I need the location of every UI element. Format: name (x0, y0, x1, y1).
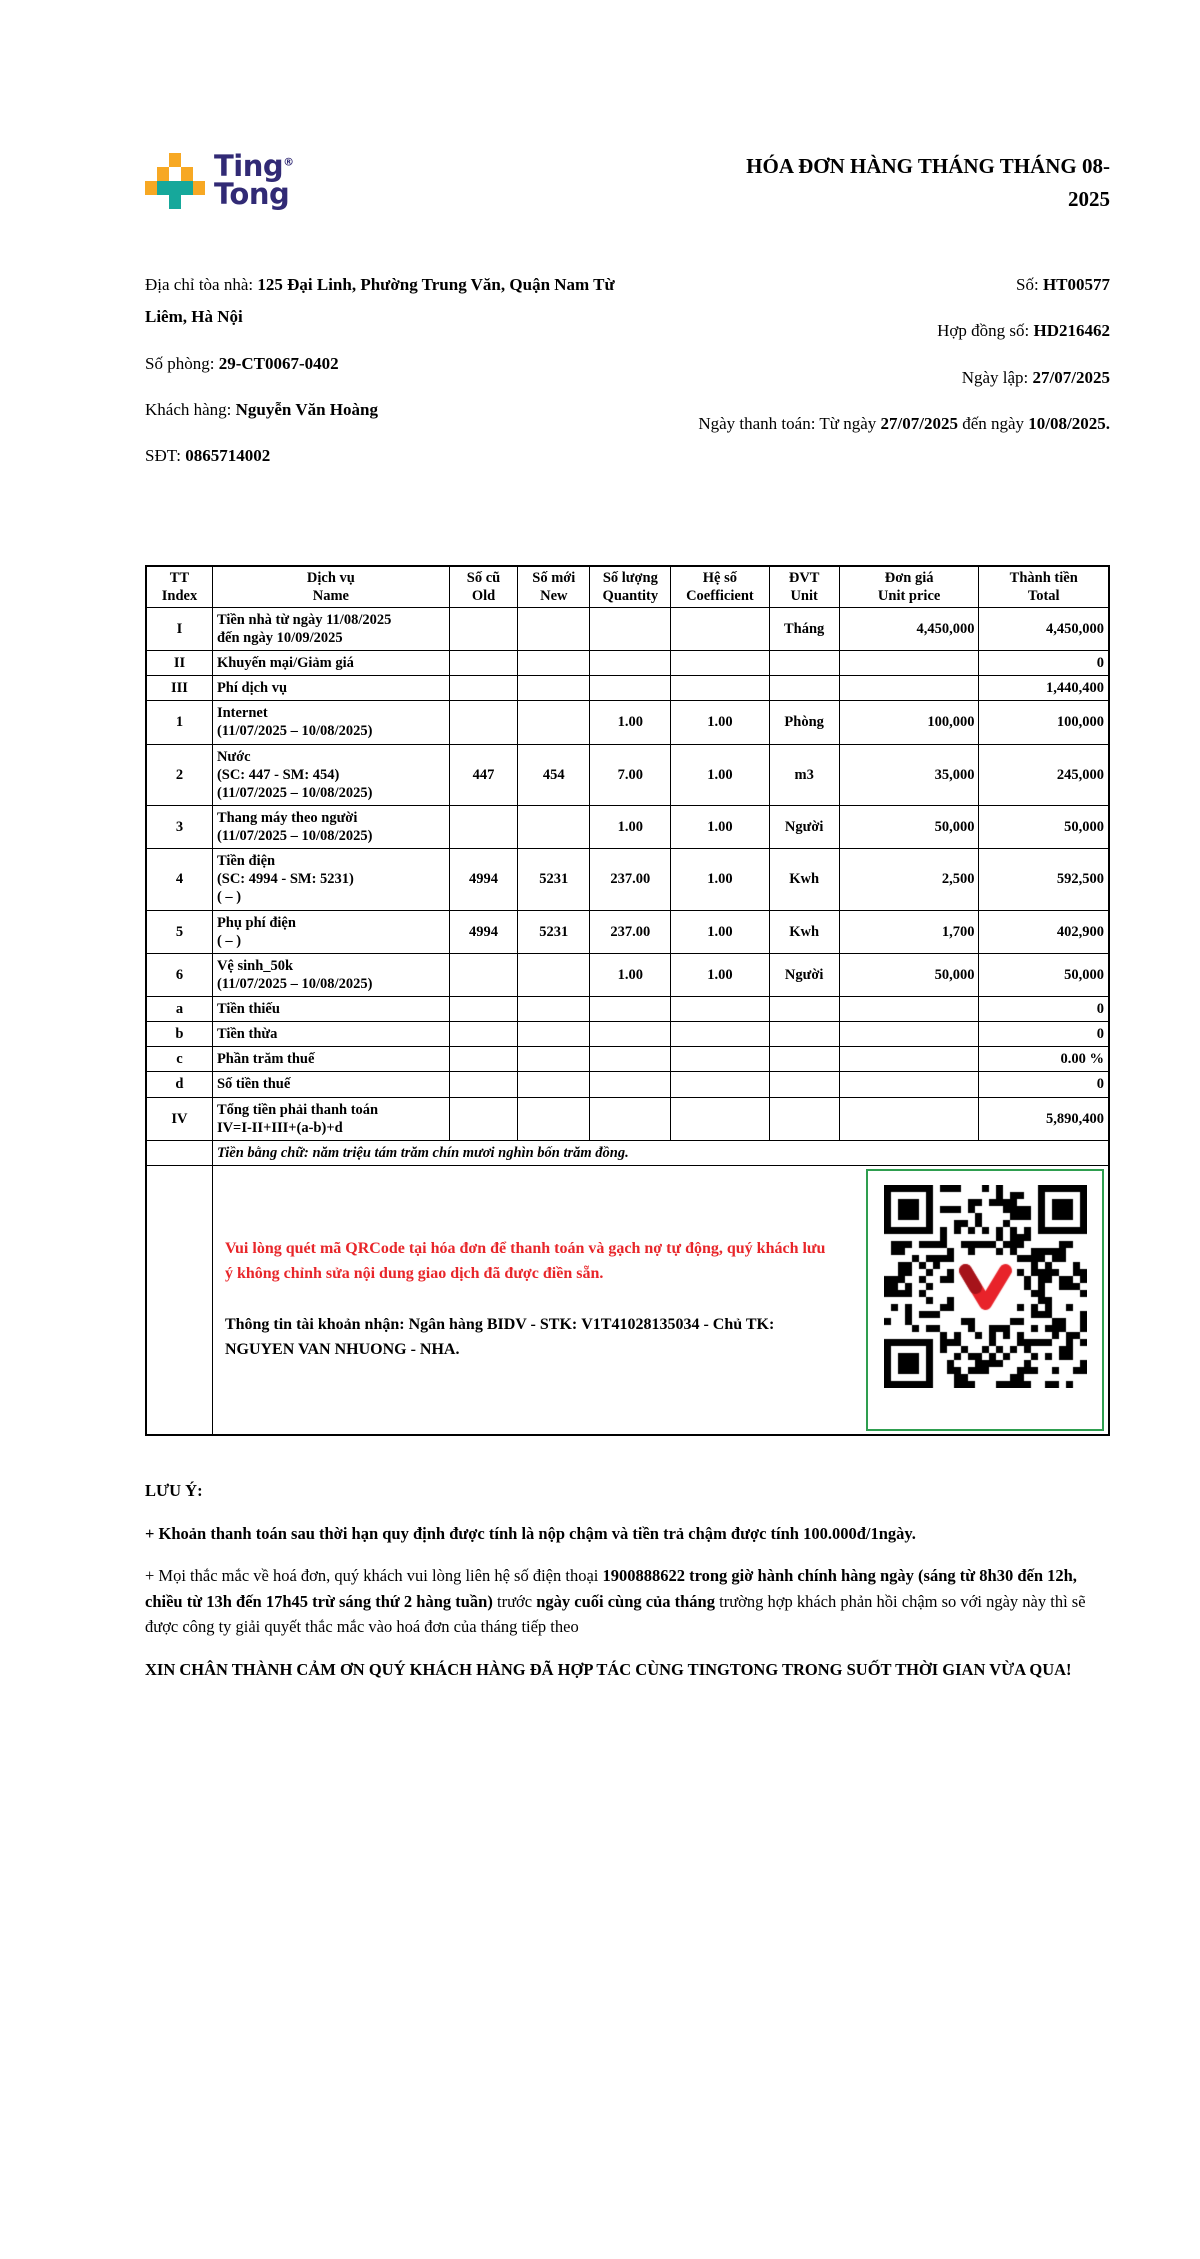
table-row (146, 849, 1109, 910)
page-title-line2: 2025 (1068, 186, 1110, 211)
payment-qr-code (884, 1185, 1087, 1388)
cell-old (449, 676, 517, 701)
cell-quantity: 7.00 (590, 744, 671, 805)
empty-cell (146, 1140, 212, 1165)
cell-quantity (590, 1022, 671, 1047)
cell-coefficient: 1.00 (671, 849, 769, 910)
cell-service-name: Vệ sinh_50k (11/07/2025 – 10/08/2025) (212, 953, 449, 996)
cell-service-name: Tiền thiếu (212, 997, 449, 1022)
cell-unit-price: 35,000 (839, 744, 979, 805)
cell-total: 100,000 (979, 701, 1109, 744)
cell-unit (769, 997, 839, 1022)
note-2-part: trường hợp khách phản hồi chậm so với ngày này thì sẽ được công ty giải quyết thắc mắc vào hoá đơn của tháng tiếp theo (145, 1591, 1086, 1637)
cell-index: I (146, 607, 212, 650)
charges-table (145, 565, 1110, 1436)
cell-quantity (590, 676, 671, 701)
cell-unit (769, 651, 839, 676)
cell-old (449, 651, 517, 676)
cell-old: 4994 (449, 849, 517, 910)
account-holder-name: NGUYEN VAN NHUONG - NHA. (224, 1340, 460, 1358)
cell-service-name: Internet (11/07/2025 – 10/08/2025) (212, 701, 449, 744)
info-value: 125 Đại Linh, Phường Trung Văn, Quận Nam Từ Liêm, Hà Nội (145, 275, 615, 327)
cell-old (449, 1022, 517, 1047)
cell-total: 0.00 % (979, 1047, 1109, 1072)
cell-unit (769, 1097, 839, 1140)
left-info-item (145, 394, 650, 426)
payment-to-date: 10/08/2025. (1028, 413, 1110, 433)
logo-pixel (157, 181, 193, 195)
payment-period (665, 408, 1110, 440)
cell-total: 1,440,400 (979, 676, 1109, 701)
cell-quantity: 1.00 (590, 953, 671, 996)
cell-coefficient (671, 1072, 769, 1097)
info-value: Nguyễn Văn Hoàng (235, 399, 378, 419)
cell-total: 0 (979, 651, 1109, 676)
logo-pixel (145, 181, 157, 195)
cell-quantity: 1.00 (590, 701, 671, 744)
cell-unit: Phòng (769, 701, 839, 744)
note-1: + Khoản thanh toán sau thời hạn quy định được tính là nộp chậm và tiền trả chậm được tính 100.000đ/1ngày. (145, 1523, 916, 1543)
cell-unit-price: 1,700 (839, 910, 979, 953)
cell-unit-price: 4,450,000 (839, 607, 979, 650)
table-row (146, 805, 1109, 848)
table-row (146, 910, 1109, 953)
amount-in-words-row (146, 1140, 1109, 1165)
cell-coefficient (671, 651, 769, 676)
cell-total: 5,890,400 (979, 1097, 1109, 1140)
account-number: V1T41028135034 (581, 1315, 700, 1333)
page-title-line1: HÓA ĐƠN HÀNG THÁNG THÁNG 08- (746, 154, 1110, 178)
cell-coefficient: 1.00 (671, 953, 769, 996)
cell-new (518, 701, 590, 744)
cell-index: III (146, 676, 212, 701)
invoice-meta-items (665, 269, 1110, 394)
cell-new (518, 651, 590, 676)
qr-warning-text: Vui lòng quét mã QRCode tại hóa đơn để thanh toán và gạch nợ tự động, quý khách lưu ý không chỉnh sửa nội dung giao dịch đã được điền sẵn. (224, 1240, 826, 1283)
invoice-meta (665, 269, 1110, 486)
info-label: Hợp đồng số: (937, 321, 1034, 341)
cell-service-name: Phần trăm thuế (212, 1047, 449, 1072)
cell-index: 2 (146, 744, 212, 805)
cell-unit (769, 676, 839, 701)
cell-coefficient: 1.00 (671, 805, 769, 848)
cell-index: II (146, 651, 212, 676)
cell-total: 4,450,000 (979, 607, 1109, 650)
table-header-cell: ĐVT Unit (769, 566, 839, 608)
cell-quantity: 237.00 (590, 849, 671, 910)
cell-service-name: Số tiền thuế (212, 1072, 449, 1097)
logo-word-1: Ting (214, 149, 284, 183)
right-info-item (665, 315, 1110, 347)
cell-quantity (590, 1072, 671, 1097)
account-info (225, 1313, 832, 1363)
customer-info (145, 269, 650, 486)
cell-old (449, 805, 517, 848)
info-value: 27/07/2025 (1032, 367, 1110, 387)
left-info-item (145, 348, 650, 380)
cell-quantity (590, 651, 671, 676)
cell-unit-price (839, 1072, 979, 1097)
account-info-label: Thông tin tài khoản nhận: Ngân hàng BIDV - STK: (224, 1315, 582, 1333)
table-row (146, 744, 1109, 805)
cell-unit-price (839, 997, 979, 1022)
empty-cell (146, 1165, 212, 1435)
cell-coefficient (671, 1097, 769, 1140)
footer-notes (145, 1478, 1110, 1682)
cell-total: 50,000 (979, 805, 1109, 848)
cell-unit-price (839, 1097, 979, 1140)
note-2-part: + Mọi thắc mắc về hoá đơn, quý khách vui lòng liên hệ số điện thoại (145, 1566, 603, 1586)
invoice-info (145, 269, 1110, 486)
cell-unit-price (839, 1022, 979, 1047)
cell-index: 4 (146, 849, 212, 910)
cell-quantity (590, 607, 671, 650)
table-row (146, 701, 1109, 744)
cell-total: 402,900 (979, 910, 1109, 953)
cell-coefficient (671, 607, 769, 650)
cell-index: 6 (146, 953, 212, 996)
cell-new (518, 607, 590, 650)
cell-quantity (590, 1097, 671, 1140)
amount-in-words-cell (212, 1140, 1109, 1165)
cell-unit-price (839, 1047, 979, 1072)
cell-service-name: Tiền nhà từ ngày 11/08/2025 đến ngày 10/09/2025 (212, 607, 449, 650)
cell-unit: m3 (769, 744, 839, 805)
cell-new (518, 1072, 590, 1097)
cell-service-name: Phí dịch vụ (212, 676, 449, 701)
cell-new (518, 1097, 590, 1140)
left-info-item (145, 440, 650, 472)
cell-unit: Kwh (769, 849, 839, 910)
qr-section (217, 1169, 1104, 1431)
logo-word-2: Tong (214, 177, 290, 212)
logo-pixel (157, 167, 169, 181)
cell-unit-price: 2,500 (839, 849, 979, 910)
cell-coefficient: 1.00 (671, 701, 769, 744)
cell-index: d (146, 1072, 212, 1097)
cell-new (518, 997, 590, 1022)
right-info-item (665, 362, 1110, 394)
cell-service-name: Khuyến mại/Giảm giá (212, 651, 449, 676)
cell-unit (769, 1072, 839, 1097)
cell-total: 0 (979, 1022, 1109, 1047)
tingtong-logo-text (214, 149, 294, 212)
cell-unit-price (839, 676, 979, 701)
table-header-cell: Hệ số Coefficient (671, 566, 769, 608)
cell-coefficient (671, 997, 769, 1022)
cell-old (449, 1072, 517, 1097)
cell-unit: Người (769, 805, 839, 848)
cell-quantity: 1.00 (590, 805, 671, 848)
payment-qr-frame (866, 1169, 1104, 1431)
qr-section-cell (212, 1165, 1109, 1435)
cell-service-name: Thang máy theo người (11/07/2025 – 10/08/2025) (212, 805, 449, 848)
payment-from-date: 27/07/2025 (880, 413, 958, 433)
cell-quantity (590, 997, 671, 1022)
cell-quantity: 237.00 (590, 910, 671, 953)
logo-pixel (193, 181, 205, 195)
logo-pixel (169, 195, 181, 209)
cell-unit-price: 100,000 (839, 701, 979, 744)
page-title (746, 150, 1110, 215)
cell-new (518, 953, 590, 996)
table-row (146, 607, 1109, 650)
info-label: Số: (1016, 275, 1043, 295)
table-row (146, 1097, 1109, 1140)
cell-unit-price (839, 651, 979, 676)
qr-row (146, 1165, 1109, 1435)
cell-service-name: Tiền điện (SC: 4994 - SM: 5231) ( – ) (212, 849, 449, 910)
header (145, 150, 1110, 215)
cell-coefficient (671, 1047, 769, 1072)
table-header-row (146, 566, 1109, 608)
cell-old (449, 1097, 517, 1140)
table-row (146, 997, 1109, 1022)
cell-old (449, 1047, 517, 1072)
cell-coefficient (671, 676, 769, 701)
cell-new: 454 (518, 744, 590, 805)
cell-new: 5231 (518, 849, 590, 910)
cell-new (518, 805, 590, 848)
registered-mark: ® (283, 155, 294, 169)
info-value: HD216462 (1033, 321, 1110, 341)
cell-service-name: Tổng tiền phải thanh toán IV=I-II+III+(a-b)+d (212, 1097, 449, 1140)
note-2-part: trước (492, 1591, 537, 1611)
cell-total: 592,500 (979, 849, 1109, 910)
payment-period-middle: đến ngày (957, 413, 1029, 433)
cell-index: 1 (146, 701, 212, 744)
table-row (146, 1022, 1109, 1047)
payment-period-label: Ngày thanh toán: Từ ngày (698, 413, 881, 433)
table-header-cell: Dịch vụ Name (212, 566, 449, 608)
cell-new (518, 1022, 590, 1047)
cell-total: 0 (979, 997, 1109, 1022)
info-label: Khách hàng: (145, 399, 236, 419)
info-label: Địa chỉ tòa nhà: (145, 275, 258, 295)
table-row (146, 651, 1109, 676)
table-row (146, 1047, 1109, 1072)
cell-unit (769, 1022, 839, 1047)
table-header-cell: Số mới New (518, 566, 590, 608)
tingtong-logo (145, 149, 294, 212)
info-label: Số phòng: (145, 353, 219, 373)
cell-coefficient: 1.00 (671, 744, 769, 805)
cell-total: 50,000 (979, 953, 1109, 996)
tingtong-logo-icon (145, 153, 205, 209)
cell-index: c (146, 1047, 212, 1072)
cell-old (449, 701, 517, 744)
note-2-part: 1900888622 trong giờ hành chính hàng ngày (sáng từ 8h30 đến 12h, chiều từ 13h đến 17h45 trừ sáng thứ 2 hàng tuần) (145, 1566, 1077, 1611)
table-header-cell: Số cũ Old (449, 566, 517, 608)
qr-instructions (217, 1237, 832, 1362)
info-label: Ngày lập: (961, 367, 1033, 387)
right-info-item (665, 269, 1110, 301)
cell-quantity (590, 1047, 671, 1072)
amount-in-words-label: Tiền bằng chữ: (216, 1144, 313, 1161)
logo-pixel (169, 153, 181, 167)
table-header-cell: Thành tiền Total (979, 566, 1109, 608)
cell-old (449, 953, 517, 996)
info-value: HT00577 (1042, 275, 1110, 295)
left-info-item (145, 269, 650, 334)
cell-unit-price: 50,000 (839, 953, 979, 996)
table-row (146, 953, 1109, 996)
logo-pixel (181, 167, 193, 181)
closing-thanks: XIN CHÂN THÀNH CẢM ƠN QUÝ KHÁCH HÀNG ĐÃ HỢP TÁC CÙNG TINGTONG TRONG SUỐT THỜI GIAN VỪA QUA! (145, 1659, 1072, 1679)
cell-index: b (146, 1022, 212, 1047)
cell-new (518, 1047, 590, 1072)
table-header-cell: TT Index (146, 566, 212, 608)
table-header-cell: Số lượng Quantity (590, 566, 671, 608)
info-value: 29-CT0067-0402 (218, 353, 339, 373)
cell-unit-price: 50,000 (839, 805, 979, 848)
cell-new: 5231 (518, 910, 590, 953)
cell-index: a (146, 997, 212, 1022)
cell-index: IV (146, 1097, 212, 1140)
table-body (146, 607, 1109, 1140)
cell-old: 4994 (449, 910, 517, 953)
notes-heading: LƯU Ý: (145, 1480, 203, 1500)
cell-total: 245,000 (979, 744, 1109, 805)
note-2 (145, 1563, 1110, 1640)
note-2-part: ngày cuối cùng của tháng (536, 1591, 715, 1611)
amount-in-words-value: năm triệu tám trăm chín mươi nghìn bốn trăm đồng. (312, 1144, 629, 1161)
table-row (146, 676, 1109, 701)
cell-unit (769, 1047, 839, 1072)
cell-index: 5 (146, 910, 212, 953)
cell-service-name: Phụ phí điện ( – ) (212, 910, 449, 953)
table-header-cell: Đơn giá Unit price (839, 566, 979, 608)
cell-old (449, 607, 517, 650)
cell-unit: Người (769, 953, 839, 996)
table-row (146, 1072, 1109, 1097)
account-holder-label: - Chủ TK: (699, 1315, 775, 1333)
cell-index: 3 (146, 805, 212, 848)
cell-unit: Tháng (769, 607, 839, 650)
cell-service-name: Nước (SC: 447 - SM: 454) (11/07/2025 – 10/08/2025) (212, 744, 449, 805)
cell-total: 0 (979, 1072, 1109, 1097)
cell-coefficient: 1.00 (671, 910, 769, 953)
cell-old: 447 (449, 744, 517, 805)
cell-new (518, 676, 590, 701)
cell-old (449, 997, 517, 1022)
info-label: SĐT: (145, 446, 186, 466)
cell-service-name: Tiền thừa (212, 1022, 449, 1047)
info-value: 0865714002 (185, 446, 271, 466)
cell-coefficient (671, 1022, 769, 1047)
cell-unit: Kwh (769, 910, 839, 953)
